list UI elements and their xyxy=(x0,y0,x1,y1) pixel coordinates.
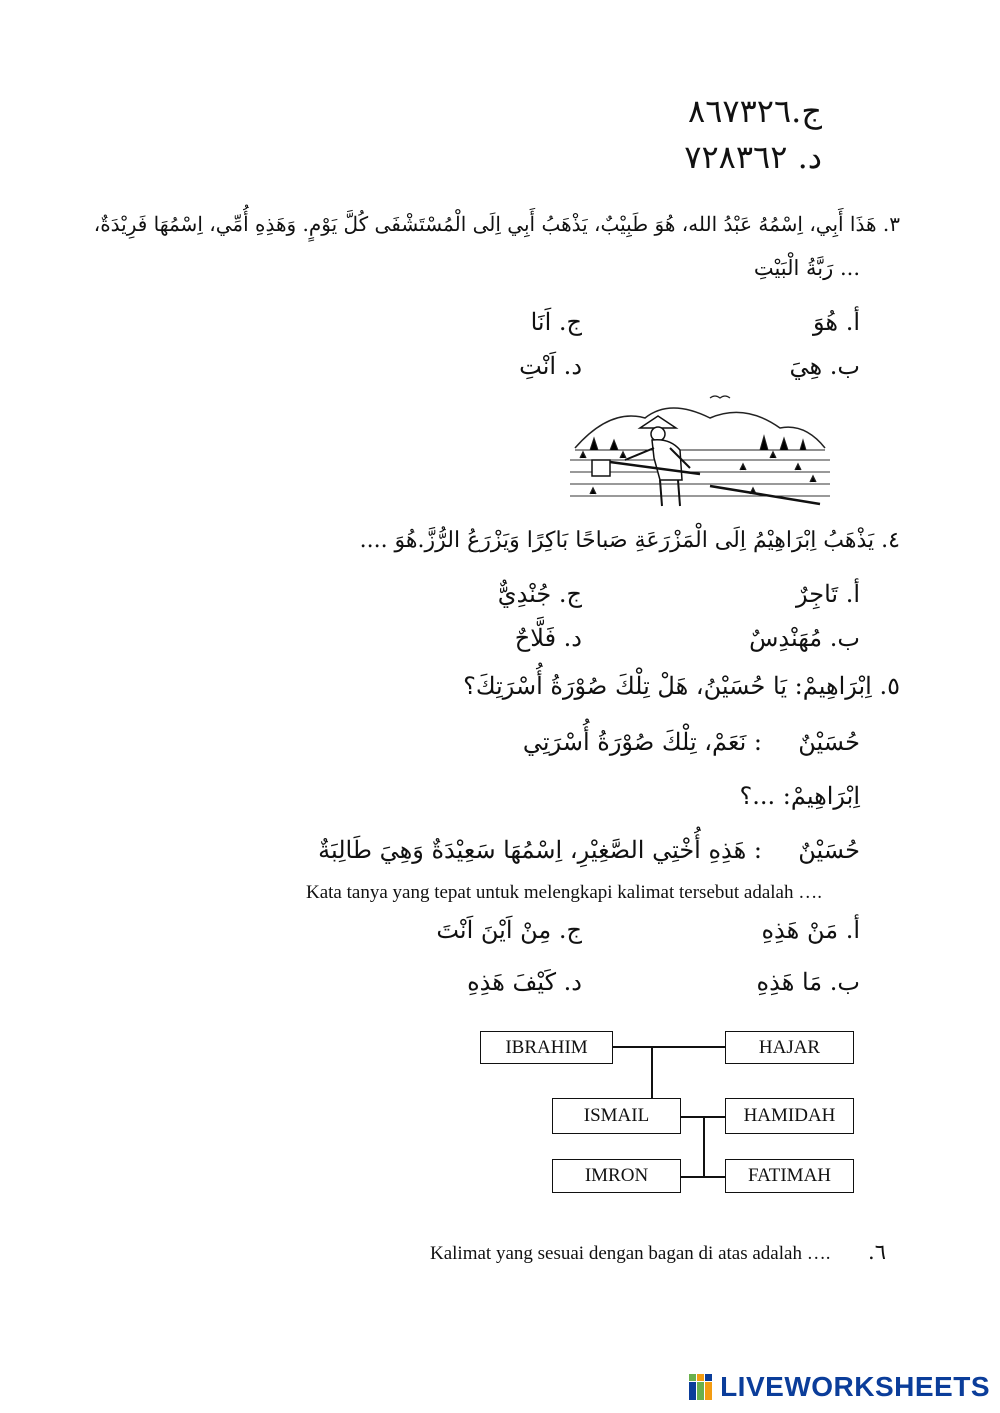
q2-option-d: د. ٧٢٨٣٦٢ xyxy=(684,138,822,176)
q5-line2-speaker: حُسَيْنٌ xyxy=(798,728,860,756)
farmer-illustration xyxy=(570,388,830,510)
tree-connector xyxy=(681,1176,725,1178)
q5-instruction: Kata tanya yang tepat untuk melengkapi kalimat tersebut adalah …. xyxy=(306,882,822,903)
q4-option-a[interactable]: أ. تَاجِرٌ xyxy=(796,580,860,608)
q5-option-d[interactable]: د. كَيْفَ هَذِهِ xyxy=(467,968,582,996)
q5-line4-text: : هَذِهِ أُخْتِي الصَّغِيْرِ، اِسْمُهَا سَعِيْدَةٌ وَهِيَ طَالِبَةٌ xyxy=(318,836,762,864)
tree-node-ismail: ISMAIL xyxy=(552,1098,681,1134)
tree-node-fatimah: FATIMAH xyxy=(725,1159,854,1193)
q4-option-d[interactable]: د. فَلَّاحٌ xyxy=(514,624,582,652)
q4-option-b[interactable]: ب. مُهَنْدِسٌ xyxy=(749,624,860,652)
q5-line2-text: : نَعَمْ، تِلْكَ صُوْرَةُ أُسْرَتِي xyxy=(522,728,762,756)
q4-option-c[interactable]: ج. جُنْدِيٌّ xyxy=(497,580,582,608)
tree-connector xyxy=(613,1046,725,1048)
q5-option-c[interactable]: ج. مِنْ اَيْنَ اَنْتَ xyxy=(436,916,582,944)
tree-node-ibrahim: IBRAHIM xyxy=(480,1031,613,1064)
q3-text-line1: ٣. هَذَا أَبِي، اِسْمُهُ عَبْدُ الله، هُوَ طَبِيْبٌ، يَذْهَبُ أَبِي اِلَى الْمُسْتَشْفَى كُلَّ يَوْمٍ. وَهَذِهِ أُمِّي، اِسْمُهَا فَرِيْدَةٌ، xyxy=(93,212,900,236)
q5-line4-speaker: حُسَيْنٌ xyxy=(798,836,860,864)
q3-text-line2: ... رَبَّةُ الْبَيْتِ xyxy=(753,256,860,280)
q5-line3: اِبْرَاهِيمْ: ...؟ xyxy=(739,782,860,810)
q2-option-c: ج.٨٦٧٣٢٦ xyxy=(688,92,822,130)
liveworksheets-wordmark: LIVEWORKSHEETS xyxy=(720,1371,990,1402)
q4-text: ٤. يَذْهَبُ اِبْرَاهِيْمُ اِلَى الْمَزْرَعَةِ صَباحًا بَاكِرًا وَيَزْرَعُ الرُّزَّ.هُوَ .... xyxy=(359,528,900,553)
tree-connector xyxy=(651,1046,653,1098)
q6-text: Kalimat yang sesuai dengan bagan di atas adalah …. xyxy=(430,1243,831,1264)
tree-node-imron: IMRON xyxy=(552,1159,681,1193)
q3-option-d[interactable]: د. اَنْتِ xyxy=(519,352,582,380)
q5-option-b[interactable]: ب. مَا هَذِهِ xyxy=(756,968,860,996)
q3-option-c[interactable]: ج. اَنَا xyxy=(530,308,582,336)
tree-node-hajar: HAJAR xyxy=(725,1031,854,1064)
tree-connector xyxy=(703,1116,705,1176)
q5-option-a[interactable]: أ. مَنْ هَذِهِ xyxy=(761,916,860,944)
tree-node-hamidah: HAMIDAH xyxy=(725,1098,854,1134)
q3-option-b[interactable]: ب. هِيَ xyxy=(789,352,860,380)
q6-number: ٦. xyxy=(868,1240,886,1264)
liveworksheets-logo[interactable] xyxy=(688,1371,990,1403)
liveworksheets-icon xyxy=(688,1372,714,1402)
q5-line1: ٥. اِبْرَاهِيمْ: يَا حُسَيْنُ، هَلْ تِلْكَ صُوْرَةُ أُسْرَتِكَ؟ xyxy=(463,672,900,700)
q3-option-a[interactable]: أ. هُوَ xyxy=(813,308,860,336)
